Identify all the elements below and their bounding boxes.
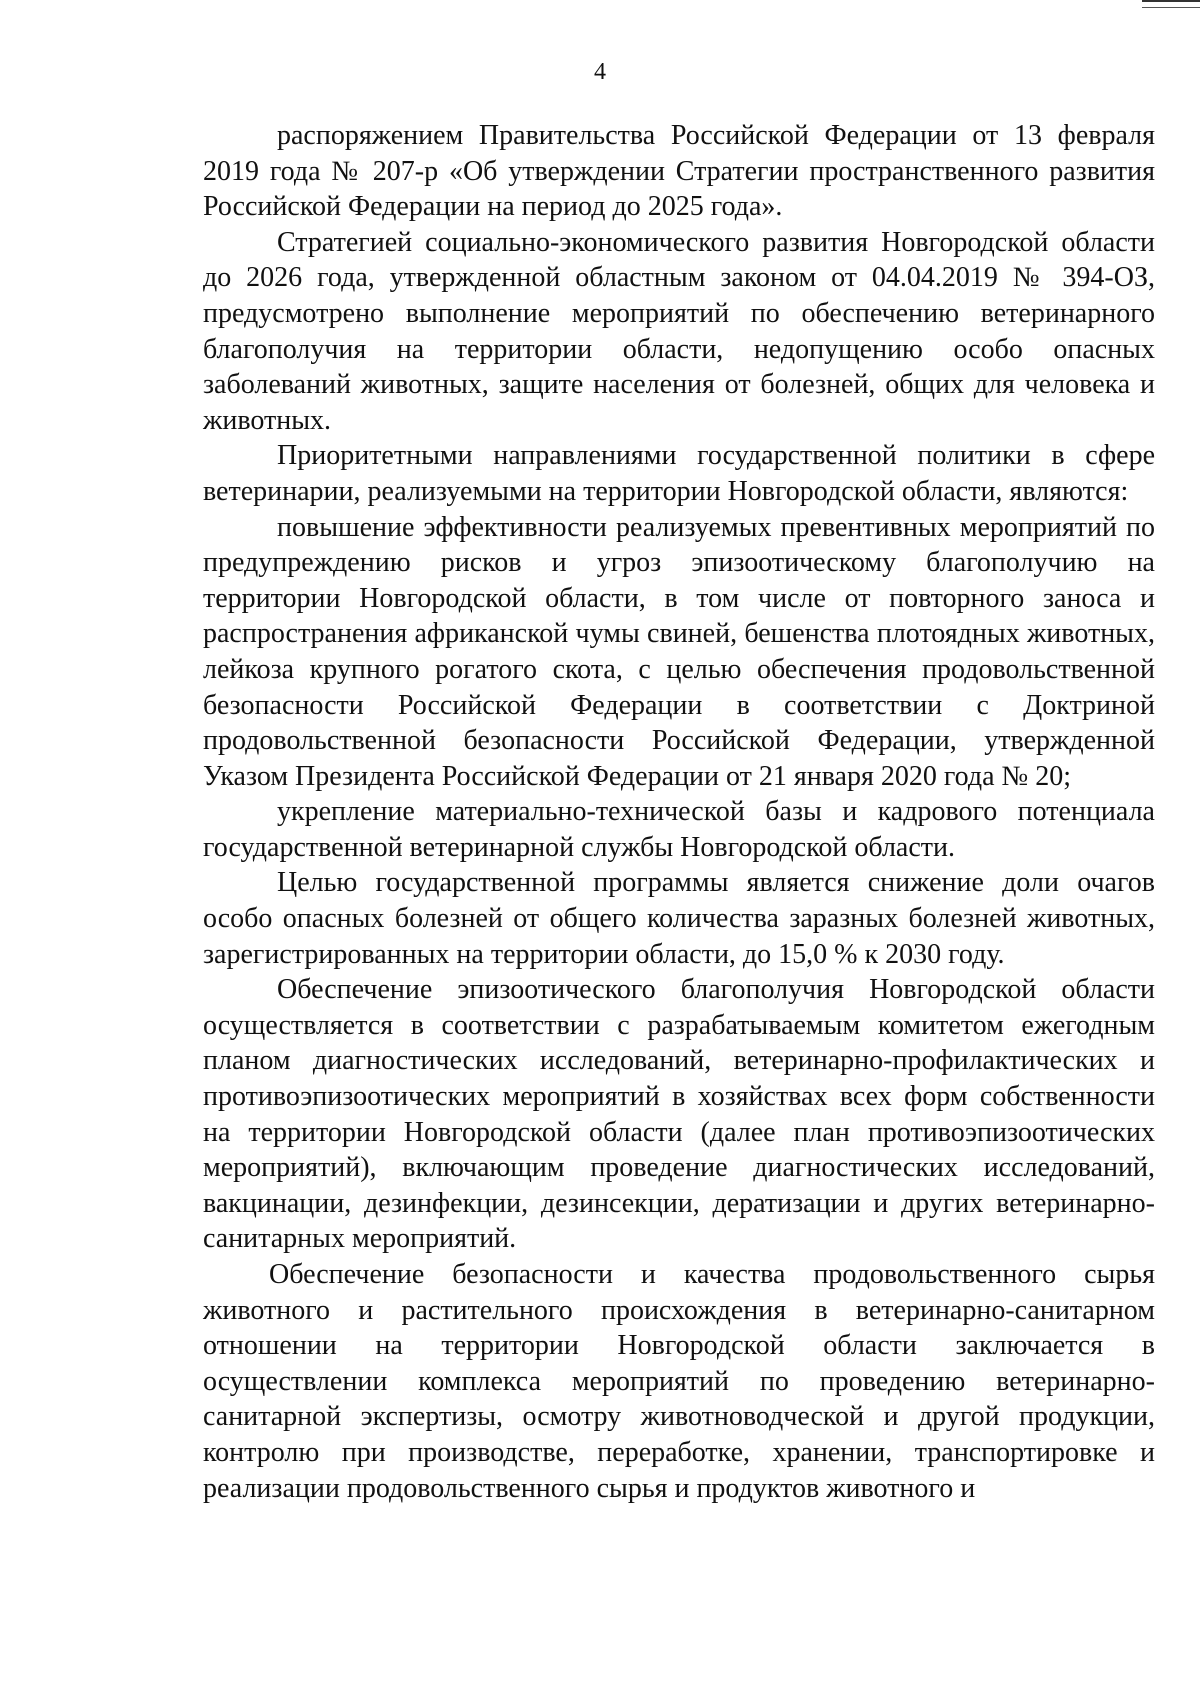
paragraph-priority-infrastructure: укрепление материально-технической базы и кадрового потенциала государственной ветеринарной службы Новгородской области. <box>203 796 1155 863</box>
paragraph-epizootic-wellbeing: Обеспечение эпизоотического благополучия Новгородской области осуществляется в соответствии с разрабатываемым комитетом ежегодным планом диагностических исследований, ветеринарно-профилактических и противоэпизоотических мероприятий в хозяйствах всех форм собственности на территории Новгородской области (далее план противоэпизоотических мероприятий), включающим проведение диагностических исследований, вакцинации, дезинфекции, дезинсекции, дератизации и других ветеринарно-санитарных мероприятий. <box>203 974 1155 1255</box>
paragraph-priority-directions: Приоритетными направлениями государственной политики в сфере ветеринарии, реализуемыми на территории Новгородской области, являются: <box>203 440 1155 507</box>
document-body <box>203 118 1155 1506</box>
page-number: 4 <box>594 59 606 85</box>
scan-corner-mark <box>1142 0 1200 8</box>
paragraph-priority-prevention: повышение эффективности реализуемых превентивных мероприятий по предупреждению рисков и угроз эпизоотическому благополучию на территории Новгородской области, в том числе от повторного заноса и распространения африканской чумы свиней, бешенства плотоядных животных, лейкоза крупного рогатого скота, с целью обеспечения продовольственной безопасности Российской Федерации в соответствии с Доктриной продовольственной безопасности Российской Федерации, утвержденной Указом Президента Российской Федерации от 21 января 2020 года № 20; <box>203 511 1155 792</box>
paragraph-strategy-socioeconomic: Стратегией социально-экономического развития Новгородской области до 2026 года, утвержденной областным законом от 04.04.2019 № 394-ОЗ, предусмотрено выполнение мероприятий по обеспечению ветеринарного благополучия на территории области, недопущению особо опасных заболеваний животных, защите населения от болезней, общих для человека и животных. <box>203 226 1155 436</box>
paragraph-strategy-spatial: распоряжением Правительства Российской Федерации от 13 февраля 2019 года № 207-р «Об утверждении Стратегии пространственного развития Российской Федерации на период до 2025 года». <box>203 120 1155 223</box>
paragraph-program-goal: Целью государственной программы является снижение доли очагов особо опасных болезней от общего количества заразных болезней животных, зарегистрированных на территории области, до 15,0 % к 2030 году. <box>203 867 1155 970</box>
paragraph-food-safety: Обеспечение безопасности и качества продовольственного сырья животного и растительного происхождения в ветеринарно-санитарном отношении на территории Новгородской области заключается в осуществлении комплекса мероприятий по проведению ветеринарно-санитарной экспертизы, осмотру животноводческой и другой продукции, контролю при производстве, переработке, хранении, транспортировке и реализации продовольственного сырья и продуктов животного и <box>203 1259 1155 1504</box>
